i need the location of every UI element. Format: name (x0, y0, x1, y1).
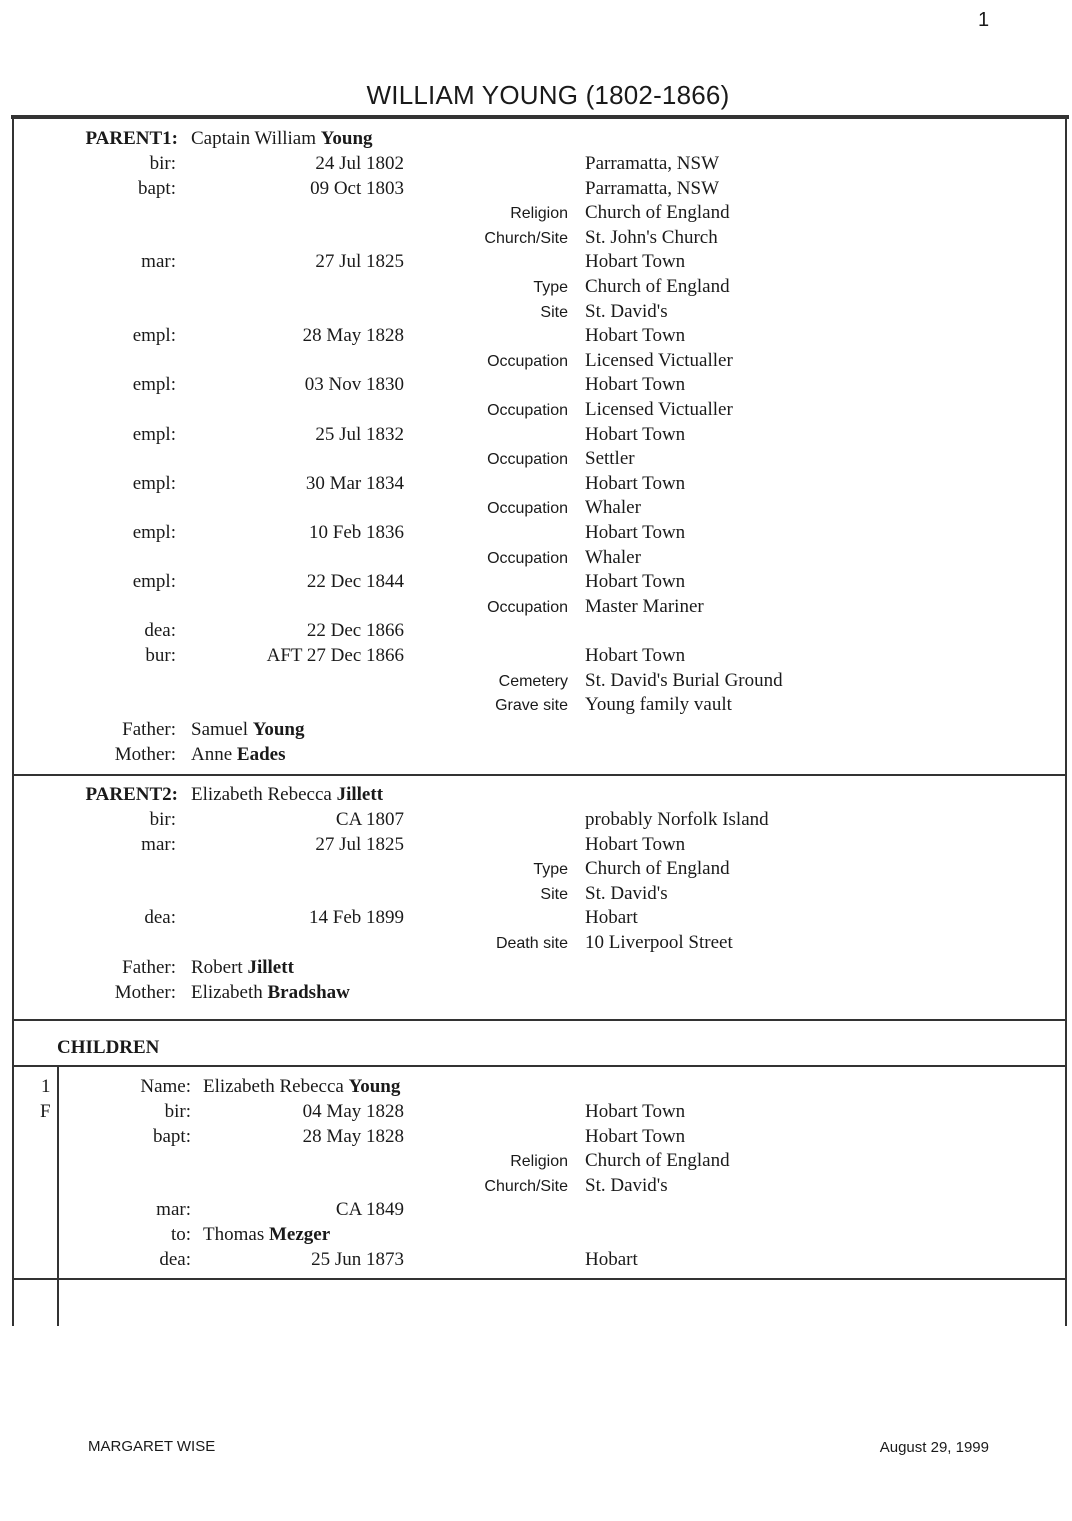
parent1-mother-surname: Eades (236, 744, 286, 765)
detail-label: Church/Site (484, 229, 568, 247)
parent1-mother-label: Mother: (114, 744, 176, 765)
event-place: St. David's (585, 882, 668, 904)
event-date: AFT 27 Dec 1866 (266, 645, 404, 666)
parent2-surname: Jillett (336, 784, 384, 805)
title-rule (11, 115, 1069, 119)
event-place: Settler (585, 448, 635, 470)
children-heading: CHILDREN (57, 1037, 160, 1058)
parent1-father-name (191, 720, 305, 739)
parent1-mother-given: Anne (191, 744, 233, 765)
event-date: 30 Mar 1834 (305, 472, 404, 494)
parent2-mother-name (191, 983, 350, 1002)
frame-left-border (12, 118, 14, 1326)
event-date: 27 Jul 1825 (315, 251, 404, 273)
event-date: CA 1849 (335, 1199, 404, 1221)
parent2-mother-surname: Bradshaw (267, 982, 350, 1003)
event-date: 25 Jul 1832 (315, 423, 404, 445)
child1-sex: F (40, 1101, 51, 1122)
parent2-father-given: Robert (191, 957, 243, 978)
child1-divider (12, 1278, 1067, 1280)
event-place: Church of England (585, 858, 730, 880)
event-place: Church of England (585, 1150, 730, 1172)
event-label: bapt: (153, 1125, 191, 1147)
event-date: 03 Nov 1830 (304, 374, 404, 396)
parent2-given-name: Elizabeth Rebecca (191, 784, 332, 805)
footer-date: August 29, 1999 (879, 1439, 989, 1456)
parent1-father-given: Samuel (191, 719, 248, 740)
event-place: Hobart Town (585, 1101, 686, 1122)
event-place: Whaler (585, 497, 641, 519)
event-place: St. David's (585, 300, 668, 322)
detail-label: Occupation (487, 549, 568, 567)
detail-label: Death site (495, 935, 568, 952)
event-label: dea: (144, 907, 176, 929)
event-label: mar: (141, 833, 176, 855)
parent1-mother-name (191, 745, 285, 764)
page-title: WILLIAM YOUNG (1802-1866) (366, 80, 730, 110)
detail-label: Occupation (487, 402, 568, 419)
child-column-border (57, 1066, 59, 1326)
event-place: probably Norfolk Island (585, 809, 769, 830)
children-divider (12, 1065, 1067, 1067)
event-label: empl: (132, 522, 176, 543)
event-date: 04 May 1828 (302, 1101, 404, 1122)
event-date: 28 May 1828 (302, 325, 404, 347)
event-place: Hobart Town (585, 571, 686, 593)
event-label: empl: (132, 571, 176, 593)
event-label: bir: (149, 809, 176, 830)
event-place: Parramatta, NSW (585, 153, 720, 174)
event-date: 10 Feb 1836 (309, 522, 404, 543)
event-place: Church of England (585, 276, 730, 297)
child1-given-name: Elizabeth Rebecca (203, 1076, 344, 1097)
child1-surname: Young (348, 1076, 401, 1097)
detail-label: Cemetery (498, 672, 568, 690)
frame-right-border (1065, 118, 1067, 1326)
event-place: Licensed Victualler (585, 349, 733, 371)
event-date: 24 Jul 1802 (315, 153, 404, 174)
parent1-father-label: Father: (122, 719, 176, 740)
event-place: Parramatta, NSW (585, 177, 720, 199)
event-date: 28 May 1828 (302, 1125, 404, 1147)
event-label: bir: (164, 1101, 191, 1122)
parent2-mother-label: Mother: (114, 982, 176, 1003)
event-label: empl: (132, 423, 176, 445)
detail-label: Site (540, 885, 568, 903)
detail-label: Religion (510, 205, 568, 223)
event-place: Master Mariner (585, 595, 704, 617)
event-date: 14 Feb 1899 (309, 907, 404, 929)
event-date: 09 Oct 1803 (310, 177, 404, 199)
detail-label: Occupation (487, 500, 568, 518)
child1-name-label: Name: (140, 1076, 191, 1097)
event-place: Hobart Town (585, 251, 686, 273)
event-place: Hobart Town (585, 522, 686, 543)
event-place: 10 Liverpool Street (585, 932, 733, 953)
parent2-divider (12, 1019, 1067, 1021)
parent1-name (191, 129, 373, 148)
footer-author: MARGARET WISE (88, 1438, 216, 1455)
event-label: bapt: (138, 177, 176, 199)
parent1-divider (12, 774, 1067, 776)
event-date: CA 1807 (335, 809, 404, 830)
parent2-father-label: Father: (122, 957, 176, 978)
event-place: St. David's (585, 1174, 668, 1196)
event-place: Hobart (585, 907, 638, 929)
parent2-name (191, 785, 383, 804)
parent2-heading: PARENT2: (85, 784, 178, 805)
event-place: Hobart Town (585, 645, 686, 666)
event-place: Whaler (585, 546, 641, 568)
event-place: Hobart Town (585, 472, 686, 494)
child1-number: 1 (41, 1076, 51, 1097)
detail-label: Occupation (487, 451, 568, 469)
event-label: mar: (141, 251, 176, 273)
detail-label: Church/Site (484, 1177, 568, 1195)
event-place: Licensed Victualler (585, 399, 733, 420)
event-label: mar: (156, 1199, 191, 1221)
parent2-father-surname: Jillett (247, 957, 294, 978)
page-number: 1 (978, 9, 990, 31)
event-date: 22 Dec 1866 (306, 620, 404, 642)
detail-label: Occupation (487, 598, 568, 616)
event-place: Hobart Town (585, 325, 686, 347)
event-place: St. David's Burial Ground (585, 669, 783, 691)
event-label: empl: (132, 325, 176, 347)
event-date: 27 Jul 1825 (315, 833, 404, 855)
child1-death-date: 25 Jun 1873 (311, 1249, 404, 1270)
event-label: bur: (145, 645, 176, 666)
event-place: Hobart Town (585, 423, 686, 445)
event-place: Hobart Town (585, 374, 686, 396)
child1-death-label: dea: (159, 1249, 191, 1270)
event-place: Young family vault (585, 694, 732, 716)
child1-name (203, 1077, 400, 1096)
child1-spouse-name (203, 1225, 330, 1244)
parent1-father-surname: Young (252, 719, 305, 740)
event-label: empl: (132, 472, 176, 494)
parent1-heading: PARENT1: (85, 128, 178, 149)
parent2-father-name (191, 958, 294, 977)
detail-label: Occupation (487, 352, 568, 370)
detail-label: Type (533, 861, 568, 879)
parent1-given-name: Captain William (191, 128, 317, 149)
child1-death-place: Hobart (585, 1249, 638, 1270)
event-date: 22 Dec 1844 (306, 571, 404, 593)
parent1-surname: Young (320, 128, 373, 149)
event-label: bir: (149, 153, 176, 174)
event-place: Hobart Town (585, 1125, 686, 1147)
event-label: empl: (132, 374, 176, 396)
event-place: Hobart Town (585, 833, 686, 855)
detail-label: Type (533, 279, 568, 296)
child1-spouse-given: Thomas (203, 1224, 265, 1245)
detail-label: Religion (510, 1153, 568, 1171)
event-label: dea: (144, 620, 176, 642)
child1-spouse-label: to: (170, 1224, 191, 1245)
detail-label: Site (540, 303, 568, 321)
event-place: St. John's Church (585, 226, 718, 248)
detail-label: Grave site (495, 697, 568, 715)
parent2-mother-given: Elizabeth (191, 982, 263, 1003)
child1-spouse-surname: Mezger (268, 1224, 331, 1245)
event-place: Church of England (585, 202, 730, 224)
